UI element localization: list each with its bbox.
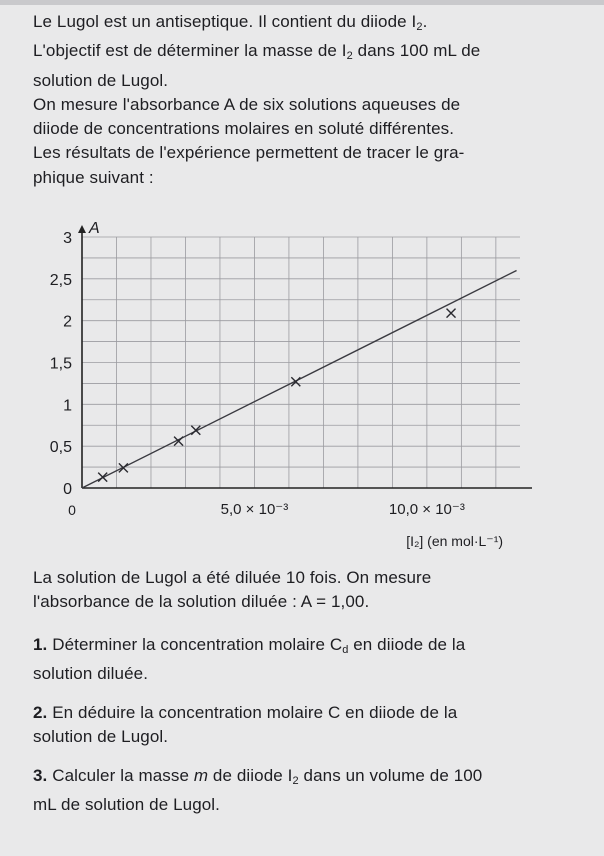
y-tick-label: 0,5 <box>49 439 72 457</box>
origin-label: 0 <box>68 502 76 518</box>
chart-grid <box>82 237 520 488</box>
data-point-marker <box>98 473 107 482</box>
intro-line-6: Les résultats de l'expérience permettent de tracer le gra- <box>33 143 465 163</box>
chart-tick-labels <box>50 230 465 518</box>
y-axis-label: A <box>89 220 100 237</box>
question-1: 1. Déterminer la concentration molaire $C_d$ en diiode de la solution diluée. <box>33 635 466 684</box>
intro-line-4: On mesure l'absorbance A de six solutions aqueuses de <box>33 94 461 114</box>
chart-axis-labels <box>88 220 503 549</box>
y-tick-label: 2,5 <box>49 271 72 289</box>
y-tick-label: 2 <box>63 313 72 331</box>
data-point-marker <box>191 426 200 435</box>
intro-paragraph <box>33 10 583 190</box>
dilution-paragraph <box>33 566 583 615</box>
data-point-marker <box>119 463 128 472</box>
x-axis-label: [I₂] (en mol·L⁻¹) <box>406 533 504 549</box>
absorbance-chart <box>0 215 604 560</box>
intro-line-3: solution de Lugol. <box>33 70 169 90</box>
x-tick-label: 5,0 × 10⁻³ <box>220 501 289 518</box>
question-3: 3. Calculer la masse m de diiode $I_2$ dans un volume de 100 mL de solution de Lugol. <box>33 766 483 815</box>
y-tick-label: 1,5 <box>49 355 72 373</box>
intro-line-7: phique suivant : <box>33 167 154 187</box>
dilution-line-2: l'absorbance de la solution diluée : A = 1,00. <box>33 592 370 612</box>
top-edge-strip <box>0 0 604 5</box>
intro-line-1: Le Lugol est un antiseptique. Il contient du diiode $I_2$. <box>33 12 428 33</box>
intro-line-5: diiode de concentrations molaires en soluté différentes. <box>33 119 455 139</box>
question-2: 2. En déduire la concentration molaire C en diiode de la solution de Lugol. <box>33 703 458 747</box>
data-point-marker <box>447 309 456 318</box>
intro-line-2: L'objectif est de déterminer la masse de $I_2$ dans 100 mL de <box>33 41 481 63</box>
data-points <box>98 309 455 482</box>
x-tick-label: 10,0 × 10⁻³ <box>388 501 465 518</box>
chart-axes <box>78 225 532 488</box>
dilution-line-1: La solution de Lugol a été diluée 10 fois. On mesure <box>33 568 432 587</box>
y-axis-arrow <box>78 225 86 233</box>
y-tick-label: 1 <box>63 397 72 415</box>
y-tick-label: 3 <box>63 230 72 247</box>
data-point-marker <box>291 377 300 386</box>
y-tick-label: 0 <box>63 481 72 498</box>
